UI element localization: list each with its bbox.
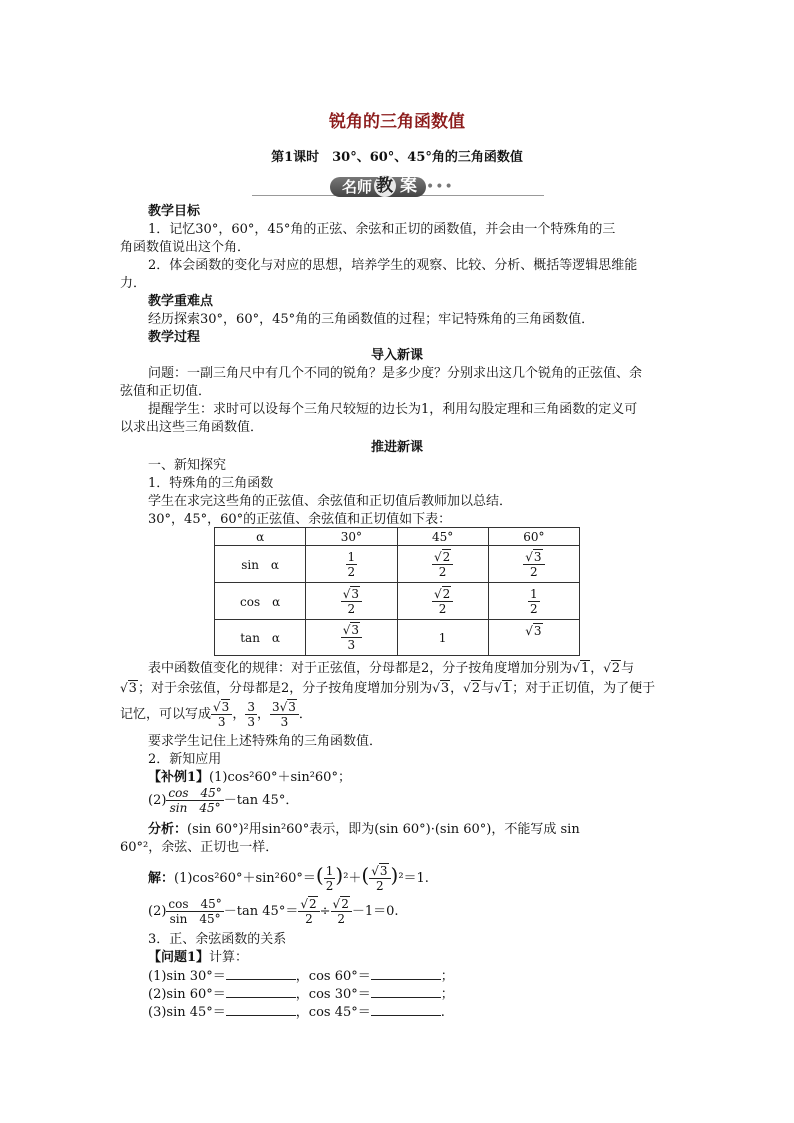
question-label: 【问题1】	[148, 950, 210, 965]
sqrt-icon: √	[332, 897, 341, 911]
intro-q-b: 弦值和正切值．	[120, 384, 212, 399]
sqrt-icon: √	[603, 661, 611, 675]
advance-s1-1: 1．特殊角的三角函数	[148, 476, 274, 491]
fraction	[528, 587, 540, 616]
fraction	[245, 700, 257, 729]
sqrt-icon: √	[433, 586, 442, 601]
goals-p2a: 2．体会函数的变化与对应的思想，培养学生的观察、比较、分析、概括等逻辑思维能	[148, 258, 638, 273]
fraction-denominator: 2	[347, 564, 356, 579]
sqrt-icon: √	[300, 897, 308, 911]
rule-text: ，	[232, 707, 246, 722]
sqrt-icon: √	[120, 681, 128, 695]
sqrt-icon: √	[432, 681, 440, 695]
table-row-label: sin α	[215, 546, 306, 583]
table-cell	[488, 546, 579, 583]
sqrt-icon: √	[213, 700, 221, 714]
table-row-label: cos α	[215, 583, 306, 620]
table-header-cell: 30°	[306, 528, 397, 546]
intro-heading: 导入新课	[370, 348, 423, 363]
exercise-text: ，cos 30°＝	[295, 987, 371, 1002]
table-cell	[397, 546, 488, 583]
rule-text: ；对于余弦值，分母都是2，分子按角度增加分别为	[137, 681, 433, 696]
goals-heading: 教学目标	[148, 204, 201, 219]
fraction	[346, 550, 358, 579]
rule-text: ，	[256, 707, 270, 722]
rule-line-2	[120, 679, 655, 698]
sqrt-icon: √	[525, 624, 533, 638]
rule-text: ，	[450, 681, 464, 696]
fraction	[432, 550, 453, 579]
sqrt-icon: √	[433, 549, 442, 564]
table-row	[215, 546, 580, 583]
coefficient: 3	[271, 700, 280, 714]
page-title: 锐角的三角函数值	[329, 112, 465, 132]
sqrt-expr	[525, 624, 542, 638]
intro-hint-b: 以求出这些三角函数值．	[120, 420, 264, 435]
exercise-text: ；	[440, 969, 454, 984]
fraction-numerator	[432, 587, 453, 602]
radicand: 2	[442, 586, 451, 601]
advance-s1-p1: 学生在求完这些角的正弦值、余弦值和正切值后教师加以总结．	[148, 494, 513, 509]
fraction-numerator: cos 45°	[168, 897, 222, 911]
fraction-numerator	[432, 550, 453, 565]
table-cell	[306, 583, 397, 620]
fraction	[432, 587, 453, 616]
radicand: 3	[533, 549, 542, 564]
radicand: 1	[502, 681, 512, 696]
badge-dots: •••	[426, 179, 454, 195]
fraction	[298, 897, 319, 926]
table-cell	[488, 583, 579, 620]
table-row-label: tan α	[215, 620, 306, 656]
fraction	[166, 897, 223, 926]
fraction	[166, 786, 223, 815]
radicand: 3	[221, 700, 230, 714]
paren-close: )	[390, 863, 399, 887]
sqrt-icon: √	[371, 864, 379, 878]
solution-label: 解：	[148, 871, 175, 886]
example-label: 【补例1】	[148, 770, 210, 785]
radicand: 3	[351, 623, 360, 637]
table-cell	[306, 620, 397, 656]
example-text: －tan 45°．	[223, 793, 299, 808]
sqrt-icon: √	[525, 549, 533, 564]
fraction-numerator	[270, 700, 299, 715]
fraction-denominator: sin 45°	[169, 912, 221, 926]
exercise-row-1	[148, 967, 454, 986]
exercise-text: ；	[440, 987, 454, 1002]
radicand: 2	[442, 549, 451, 564]
answer-blank[interactable]	[226, 1003, 296, 1016]
fraction-denominator: 3	[247, 715, 255, 729]
rule-text: ．	[298, 707, 312, 722]
solution-text: －1＝0.	[351, 904, 399, 919]
fraction	[331, 897, 352, 926]
radicand: 3	[351, 586, 360, 601]
fraction-denominator: 2	[376, 879, 384, 893]
rule-text: 与	[621, 661, 635, 676]
fraction-denominator: sin 45°	[169, 801, 221, 815]
fraction-numerator	[523, 550, 544, 565]
sqrt-icon: √	[572, 661, 580, 675]
table-row	[215, 620, 580, 656]
fraction-numerator: 3	[247, 700, 255, 714]
question-text: 计算：	[209, 950, 249, 965]
key-p1: 经历探索30°，60°，45°角的三角函数值的过程；牢记特殊角的三角函数值．	[148, 312, 595, 327]
analysis-text: (sin 60°)²用sin²60°表示，即为(sin 60°)·(sin 60°)，不能写成 sin	[187, 822, 580, 837]
fraction	[324, 864, 336, 893]
radicand: 2	[308, 897, 317, 911]
fraction-denominator: 2	[347, 601, 356, 616]
table-cell	[306, 546, 397, 583]
rule-text: 记忆，可以写成	[120, 707, 212, 722]
fraction-denominator: 2	[530, 601, 538, 616]
analysis-label: 分析：	[148, 822, 188, 837]
solution-text: ÷	[319, 904, 331, 919]
radicand: 2	[471, 681, 481, 696]
paren-open: (	[361, 863, 370, 887]
goals-p2b: 力．	[120, 276, 147, 291]
sqrt-icon: √	[279, 700, 288, 714]
advance-s1: 一、新知探究	[148, 458, 227, 473]
paren-open: (	[315, 863, 324, 887]
rule-text: 表中函数值变化的规律：对于正弦值，分母都是2，分子按角度增加分别为	[148, 661, 573, 676]
badge-text-1: 名师	[342, 178, 373, 196]
fraction	[369, 864, 390, 893]
fraction-numerator	[298, 897, 319, 912]
solution-text: ²＋	[343, 871, 362, 886]
sqrt-icon: √	[463, 681, 471, 695]
rule-line-4: 要求学生记住上述特殊角的三角函数值．	[148, 734, 383, 749]
exercise-text: (1)sin 30°＝	[148, 969, 226, 984]
fraction-numerator: 1	[530, 586, 538, 601]
fraction-denominator: 2	[438, 564, 447, 579]
table-header-cell: α	[215, 528, 306, 546]
intro-hint-a: 提醒学生：求时可以设每个三角尺较短的边长为1，利用勾股定理和三角函数的定义可	[148, 402, 638, 417]
fraction	[211, 700, 232, 729]
fraction-numerator	[331, 897, 352, 912]
example-text: (1)cos²60°＋sin²60°；	[209, 770, 351, 785]
radicand: 3	[379, 864, 388, 878]
radicand: 3	[533, 624, 542, 638]
fraction-denominator: 3	[217, 715, 226, 729]
fraction-numerator	[369, 864, 390, 879]
fraction-denominator: 3	[347, 638, 356, 652]
example-line-2	[148, 786, 298, 816]
paren-close: )	[335, 863, 344, 887]
key-heading: 教学重难点	[148, 294, 214, 309]
advance-heading: 推进新课	[370, 440, 423, 455]
lesson-subtitle: 第1课时 30°、60°、45°角的三角函数值	[271, 150, 523, 165]
table-header-row	[215, 528, 580, 546]
solution-text: －tan 45°＝	[223, 904, 299, 919]
analysis-line-2: 60°²，余弦、正切也一样．	[120, 840, 279, 855]
analysis-line-1	[148, 821, 580, 839]
fraction-denominator: 2	[530, 564, 538, 579]
goals-p1a: 1．记忆30°，60°，45°角的正弦、余弦和正切的函数值，并会由一个特殊角的三	[148, 222, 616, 237]
exercise-text: ，cos 45°＝	[295, 1005, 371, 1020]
sqrt-icon: √	[494, 681, 502, 695]
rule-text: ，	[590, 661, 604, 676]
exercise-text: ，cos 60°＝	[295, 969, 371, 984]
table-row	[215, 583, 580, 620]
goals-p1b: 角函数值说出这个角．	[120, 240, 251, 255]
example-text: (2)	[148, 793, 167, 808]
table-cell	[397, 583, 488, 620]
table-header-cell: 45°	[397, 528, 488, 546]
rule-text: 与	[481, 681, 495, 696]
fraction	[523, 550, 544, 579]
table-header-cell: 60°	[488, 528, 579, 546]
radicand: 2	[341, 897, 349, 911]
fraction-denominator: 2	[438, 601, 447, 616]
radicand: 2	[611, 661, 621, 676]
fraction-numerator	[341, 623, 362, 638]
relation-heading: 3．正、余弦函数的关系	[148, 932, 287, 947]
answer-blank[interactable]	[226, 985, 296, 998]
radicand: 3	[128, 681, 137, 696]
solution-text: (2)	[148, 904, 167, 919]
fraction-numerator	[341, 587, 362, 602]
fraction-numerator	[211, 700, 232, 715]
intro-q-a: 问题：一副三角尺中有几个不同的锐角？是多少度？分别求出这几个锐角的正弦值、余	[148, 366, 643, 381]
solution-line-1	[148, 860, 429, 894]
exercise-text: (2)sin 60°＝	[148, 987, 226, 1002]
solution-text: (1)cos²60°＋sin²60°＝	[174, 871, 316, 886]
table-cell	[488, 620, 579, 656]
trig-values-table	[214, 527, 580, 656]
fraction-denominator: 2	[337, 912, 345, 926]
radicand: 3	[440, 681, 450, 696]
apply-heading: 2．新知应用	[148, 752, 222, 767]
badge-text-3: 案	[400, 176, 417, 196]
radicand: 1	[580, 661, 590, 676]
badge-text-2: 教	[376, 176, 393, 196]
fraction-denominator: 2	[325, 879, 334, 893]
fraction-numerator: cos 45°	[168, 786, 222, 800]
example-line-1	[148, 769, 351, 787]
exercise-text: .	[440, 1005, 445, 1020]
fraction	[341, 587, 362, 616]
fraction-denominator: 2	[305, 912, 313, 926]
fraction-numerator: 1	[325, 864, 334, 878]
fraction-numerator: 1	[347, 549, 356, 564]
fraction	[341, 623, 362, 652]
table-cell: 1	[397, 620, 488, 656]
sqrt-icon: √	[342, 623, 351, 637]
radicand: 3	[288, 700, 296, 714]
rule-line-1	[148, 659, 634, 678]
solution-text: ²＝1.	[398, 871, 429, 886]
question-line	[148, 949, 248, 967]
advance-s1-p2: 30°，45°，60°的正弦值、余弦值和正切值如下表：	[148, 512, 452, 527]
exercise-row-3	[148, 1003, 445, 1022]
process-heading: 教学过程	[148, 330, 201, 345]
fraction	[270, 700, 299, 729]
answer-blank[interactable]	[226, 967, 296, 980]
teacher-plan-badge	[330, 175, 454, 199]
answer-blank[interactable]	[371, 1003, 441, 1016]
rule-line-3	[120, 700, 312, 729]
exercise-text: (3)sin 45°＝	[148, 1005, 226, 1020]
solution-line-2	[148, 897, 399, 927]
exercise-row-2	[148, 985, 454, 1004]
rule-text: ；对于正切值，为了便于	[512, 681, 656, 696]
answer-blank[interactable]	[371, 967, 441, 980]
answer-blank[interactable]	[371, 985, 441, 998]
fraction-denominator: 3	[280, 715, 289, 729]
sqrt-icon: √	[342, 586, 351, 601]
